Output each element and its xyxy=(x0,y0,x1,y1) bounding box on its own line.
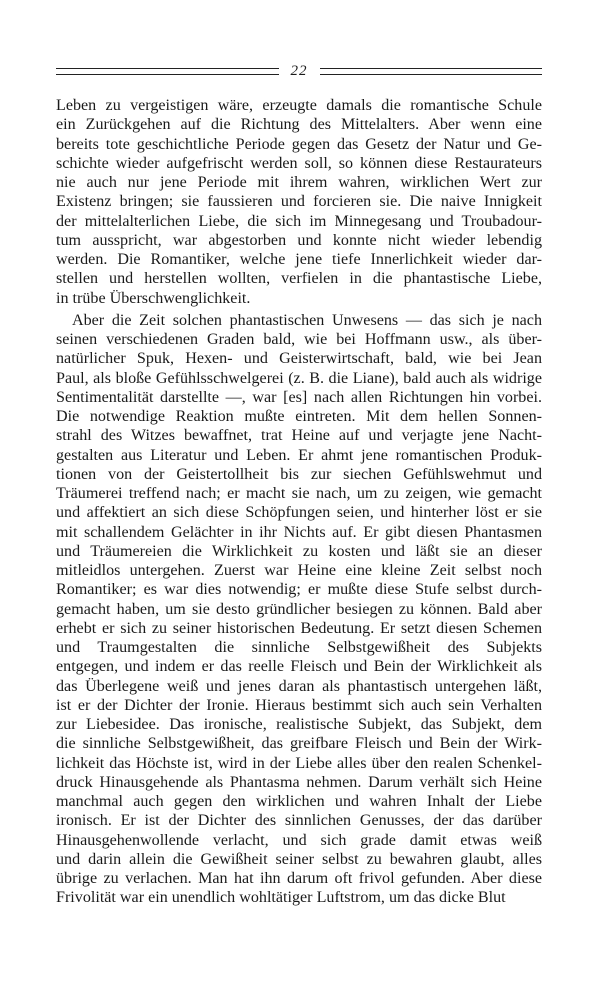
text-line: Sentimentalität darstellte —, war [es] nach allen Richtungen hin vorbei. xyxy=(56,388,542,406)
text-line: nie auch nur jene Periode mit ihrem wahren, wirklichen Wert zur xyxy=(56,174,542,191)
text-line: und darin allein die Gewißheit seiner selbst zu bewahren glaubt, alles xyxy=(56,850,542,868)
text-line: bereits tote geschichtliche Periode gegen das Gesetz der Natur und Ge- xyxy=(56,135,542,153)
text-line: druck Hinausgehende als Phantasma nehmen. Darum verhält sich Heine xyxy=(56,773,542,791)
text-line: ironisch. Er ist der Dichter des sinnlichen Genusses, der das darüber xyxy=(56,812,542,830)
header-rule-left xyxy=(56,68,279,75)
text-line: schichte wieder aufgefrischt werden soll, so können diese Restaurateurs xyxy=(56,154,542,172)
text-line: Aber die Zeit solchen phantastischen Unwesens — das sich je nach xyxy=(72,311,542,329)
page-header xyxy=(56,60,542,82)
text-line: mit schallendem Gelächter in ihr Nichts auf. Er gibt diesen Phantasmen xyxy=(56,523,542,541)
text-line: die sinnliche Selbstgewißheit, das greifbare Fleisch und Bein der Wirk- xyxy=(56,735,542,753)
text-line: manchmal auch gegen den wirklichen und wahren Inhalt der Liebe xyxy=(56,793,542,810)
text-line: werden. Die Romantiker, welche jene tiefe Innerlichkeit wieder dar- xyxy=(56,251,542,268)
text-line: in trübe Überschwenglichkeit. xyxy=(56,289,251,307)
paragraph xyxy=(56,96,542,308)
text-line: ein Zurückgehen auf die Richtung des Mittelalters. Aber wenn eine xyxy=(56,116,542,134)
text-line: Leben zu vergeistigen wäre, erzeugte damals die romantische Schule xyxy=(56,97,542,114)
text-line: und Traumgestalten die sinnliche Selbstgewißheit des Subjekts xyxy=(56,639,542,656)
text-line: gestalten aus Literatur und Leben. Er ahmt jene romantischen Produk- xyxy=(56,446,542,464)
text-line: Paul, als bloße Gefühlsschwelgerei (z. B. die Liane), bald auch als widrige xyxy=(56,369,542,387)
text-line: zur Liebesidee. Das ironische, realistische Subjekt, das Subjekt, dem xyxy=(56,716,542,733)
text-line: erhebt er sich zu seiner historischen Bedeutung. Er setzt diesen Schemen xyxy=(56,619,542,637)
text-line: übrige zu verlachen. Man hat ihn darum oft frivol gefunden. Aber diese xyxy=(56,870,542,887)
text-line: und affektiert an sich diese Schöpfungen seien, und hinterher löst er sie xyxy=(56,504,542,522)
text-line: Hinausgehenwollende verlacht, und sich grade damit etwas weiß xyxy=(56,831,542,849)
text-line: Frivolität war ein unendlich wohltätiger Luftstrom, um das dicke Blut xyxy=(56,889,506,907)
text-line: tionen von der Geistertollheit bis zur siechen Gefühlswehmut und xyxy=(56,465,542,483)
text-line: tum ausspricht, war abgestorben und konnte nicht wieder lebendig xyxy=(56,231,542,249)
header-rule-right xyxy=(320,68,543,75)
text-line: gemacht haben, um sie desto gründlicher besiegen zu können. Bald aber xyxy=(56,600,542,618)
text-line: mitleidlos untergehen. Zuerst war Heine eine kleine Zeit selbst noch xyxy=(56,562,542,579)
text-line: der mittelalterlichen Liebe, die sich im Minnegesang und Troubadour- xyxy=(56,212,542,230)
text-line: Existenz bringen; sie faussieren und forcieren sie. Die naive Innigkeit xyxy=(56,193,542,211)
paragraph xyxy=(56,311,542,908)
text-line: Die notwendige Reaktion mußte eintreten. Mit dem hellen Sonnen- xyxy=(56,408,542,425)
text-line: das Überlegene weiß und jenes daran als phantastisch untergehen läßt, xyxy=(56,677,542,695)
text-line: Träumerei treffend nach; er macht sie nach, um zu zeigen, wie gemacht xyxy=(56,485,542,502)
text-line: natürlicher Spuk, Hexen- und Geisterwirtschaft, bald, wie bei Jean xyxy=(56,350,542,368)
text-line: stellen und herstellen wollten, verfielen in die phantastische Liebe, xyxy=(56,270,542,288)
text-line: lichkeit das Höchste ist, wird in der Liebe alles über den realen Schenkel- xyxy=(56,754,542,772)
text-line: Romantiker; es war dies notwendig; er mußte diese Stufe selbst durch- xyxy=(56,581,542,599)
text-line: und Träumereien die Wirklichkeit zu kosten und läßt sie an dieser xyxy=(56,542,542,560)
text-line: seinen verschiedenen Graden bald, wie bei Hoffmann usw., als über- xyxy=(56,331,542,348)
body-text xyxy=(56,96,542,908)
page-number: 22 xyxy=(290,62,308,79)
text-line: ist er der Dichter der Ironie. Hieraus bestimmt sich auch sein Verhalten xyxy=(56,696,542,714)
text-line: strahl des Witzes bewaffnet, trat Heine auf und verjagte jene Nacht- xyxy=(56,427,542,445)
text-line: entgegen, und indem er das reelle Fleisch und Bein der Wirklichkeit als xyxy=(56,658,542,676)
